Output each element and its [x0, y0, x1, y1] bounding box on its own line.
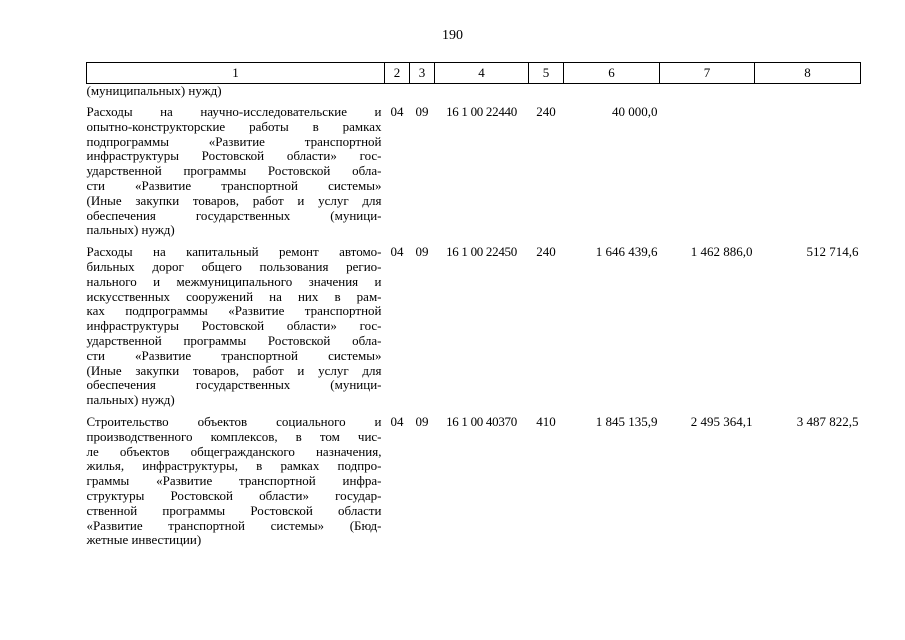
- description-line: ках подпрограммы «Развитие транспортной: [86, 303, 382, 319]
- description-line: структуры Ростовской области» государ-: [86, 487, 382, 503]
- table-row: [87, 101, 861, 238]
- description-line: инфраструктуры Ростовской области» гос-: [86, 318, 382, 334]
- description-line: граммы «Развитие транспортной инфра-: [86, 473, 382, 489]
- description-line: бильных дорог общего пользования регио-: [86, 258, 382, 274]
- description-line: «Развитие транспортной системы» (Бюд-: [86, 517, 382, 533]
- description-line: ственной программы Ростовской области: [86, 502, 382, 518]
- section-code: 04: [390, 104, 404, 119]
- subsection-code: 09: [415, 413, 429, 429]
- description-line: сти «Развитие транспортной системы»: [86, 347, 382, 363]
- description-line: Расходы на научно-исследовательские и: [86, 104, 382, 119]
- amount-col-6: 1 646 439,6: [595, 244, 658, 260]
- description-line: (Иные закупки товаров, работ и услуг для: [86, 192, 382, 208]
- expense-type-code: 240: [536, 104, 556, 119]
- description-line: пальных) нужд): [86, 222, 175, 238]
- column-header-5: 5: [529, 63, 564, 84]
- description-line: подпрограммы «Развитие транспортной: [86, 133, 382, 149]
- column-header-2: 2: [385, 63, 410, 84]
- table-row: [87, 408, 861, 548]
- row-description: [87, 101, 385, 238]
- subsection-code: 09: [415, 244, 429, 260]
- continuation-row: [87, 84, 861, 102]
- description-line: жетные инвестиции): [86, 532, 202, 548]
- description-line: искусственных сооружений на них в рам-: [86, 288, 382, 304]
- amount-col-8: [755, 101, 861, 238]
- budget-table: [86, 62, 861, 548]
- section-code: 04: [390, 413, 404, 429]
- target-article-code: 16 1 00 40370: [446, 413, 517, 429]
- description-line: ударственной программы Ростовской обла-: [86, 332, 382, 348]
- description-line: пальных) нужд): [86, 392, 175, 408]
- amount-col-7: [660, 101, 755, 238]
- column-number-row: [87, 63, 861, 84]
- subsection-code: 09: [415, 104, 429, 119]
- description-line: (Иные закупки товаров, работ и услуг для: [86, 362, 382, 378]
- description-line: обеспечения государственных (муници-: [86, 207, 382, 223]
- expense-type-code: 410: [536, 413, 556, 429]
- page-number: 190: [442, 28, 463, 43]
- column-header-7: 7: [660, 63, 755, 84]
- description-line: сти «Развитие транспортной системы»: [86, 177, 382, 193]
- table-row: [87, 238, 861, 408]
- description-line: обеспечения государственных (муници-: [86, 377, 382, 393]
- amount-col-8: 512 714,6: [806, 244, 859, 260]
- column-header-3: 3: [410, 63, 435, 84]
- row-description: [87, 238, 385, 408]
- column-header-4: 4: [435, 63, 529, 84]
- description-line: производственного комплексов, в том чис-: [86, 428, 382, 444]
- amount-col-6: 1 845 135,9: [595, 413, 658, 429]
- column-header-8: 8: [755, 63, 861, 84]
- target-article-code: 16 1 00 22440: [446, 104, 517, 119]
- section-code: 04: [390, 244, 404, 260]
- description-line: ле объектов общегражданского назначения,: [86, 443, 382, 459]
- continuation-text: (муниципальных) нужд): [86, 83, 222, 98]
- target-article-code: 16 1 00 22450: [446, 244, 517, 260]
- description-line: жилья, инфраструктуры, в рамках подпро-: [86, 458, 382, 474]
- description-line: ударственной программы Ростовской обла-: [86, 163, 382, 179]
- amount-col-7: 2 495 364,1: [690, 413, 753, 429]
- amount-col-8: 3 487 822,5: [796, 413, 859, 429]
- description-line: инфраструктуры Ростовской области» гос-: [86, 148, 382, 164]
- description-line: опытно-конструкторские работы в рамках: [86, 118, 382, 134]
- column-header-1: 1: [87, 63, 385, 84]
- description-line: Строительство объектов социального и: [86, 413, 382, 429]
- row-description: [87, 408, 385, 548]
- column-header-6: 6: [564, 63, 660, 84]
- amount-col-7: 1 462 886,0: [690, 244, 753, 260]
- expense-type-code: 240: [536, 244, 556, 260]
- amount-col-6: 40 000,0: [612, 104, 658, 119]
- description-line: Расходы на капитальный ремонт автомо-: [86, 244, 382, 260]
- table-body: [87, 84, 861, 549]
- description-line: нального и межмуниципального значения и: [86, 273, 382, 289]
